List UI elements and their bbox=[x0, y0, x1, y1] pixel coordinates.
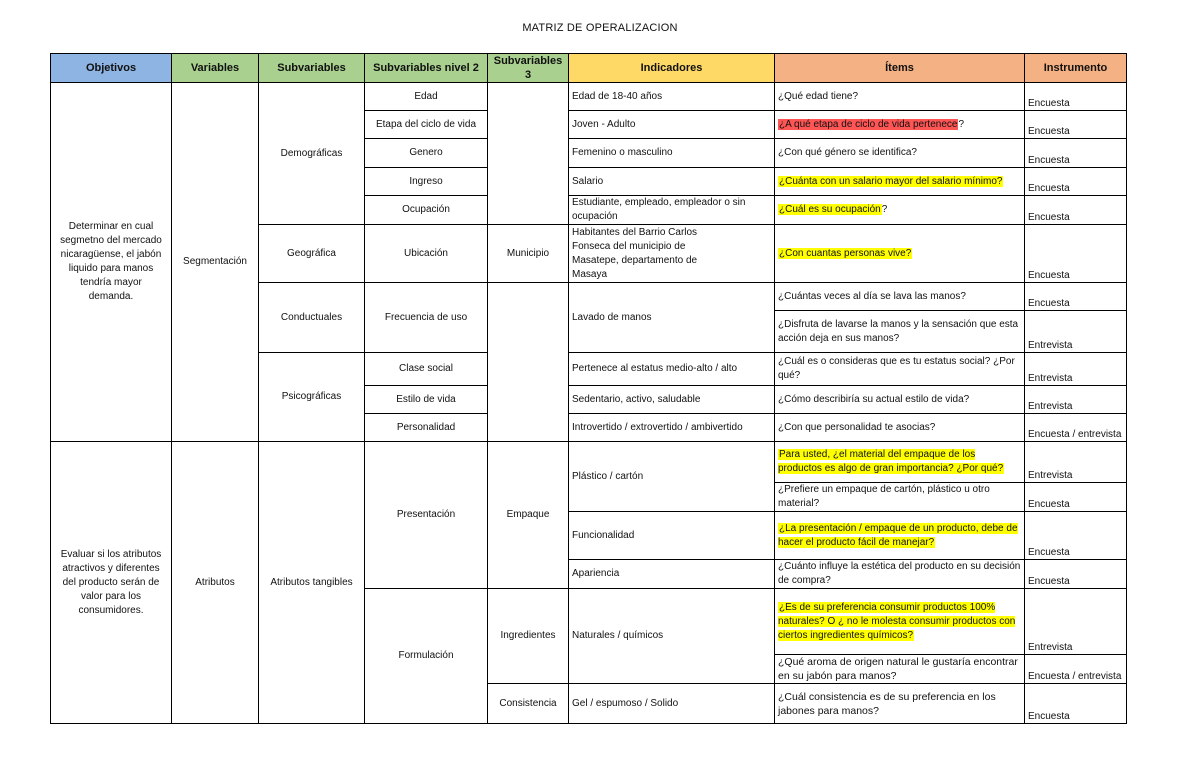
header-indicadores: Indicadores bbox=[569, 54, 775, 83]
item-text: ¿Prefiere un empaque de cartón, plástico u otro material? bbox=[778, 484, 990, 509]
item-text: ¿Qué aroma de origen natural le gustaría encontrar en su jabón para manos? bbox=[778, 656, 1018, 682]
instrumento-text: Encuesta bbox=[1028, 298, 1070, 309]
header-objetivos: Objetivos bbox=[51, 54, 172, 83]
indicador-cell: Funcionalidad bbox=[569, 512, 775, 560]
item-text-highlighted: ¿Con cuantas personas vive? bbox=[779, 247, 912, 259]
subvar2-cell: Frecuencia de uso bbox=[365, 283, 488, 353]
instrumento-text: Encuesta bbox=[1028, 183, 1070, 194]
instrumento-cell bbox=[1025, 111, 1127, 139]
indicador-cell: Habitantes del Barrio Carlos Fonseca del municipio de Masatepe, departamento de Masaya bbox=[569, 225, 775, 283]
item-cell bbox=[775, 560, 1025, 589]
item-text-suffix: ? bbox=[958, 118, 965, 130]
indicador-cell: Sedentario, activo, saludable bbox=[569, 386, 775, 414]
instrumento-cell bbox=[1025, 589, 1127, 655]
subvar2-cell: Genero bbox=[365, 139, 488, 168]
instrumento-cell bbox=[1025, 139, 1127, 168]
objetivo-cell: Evaluar si los atributos atractivos y diferentes del producto serán de valor para los consumidores. bbox=[51, 442, 172, 724]
instrumento-text: Encuesta / entrevista bbox=[1028, 671, 1122, 682]
instrumento-text: Encuesta bbox=[1028, 576, 1070, 587]
header-items: Ítems bbox=[775, 54, 1025, 83]
item-text: ¿Con que personalidad te asocias? bbox=[778, 421, 936, 433]
item-cell bbox=[775, 83, 1025, 111]
indicador-cell: Naturales / químicos bbox=[569, 589, 775, 684]
item-text: ¿Cómo describiría su actual estilo de vida? bbox=[778, 393, 970, 405]
indicador-cell: Edad de 18-40 años bbox=[569, 83, 775, 111]
subvar2-cell: Ingreso bbox=[365, 168, 488, 196]
item-text-highlighted: ¿Cuánta con un salario mayor del salario mínimo? bbox=[779, 175, 1003, 187]
item-text-highlighted: ¿Es de su preferencia consumir productos 100% naturales? O ¿ no le molesta consumir productos con ciertos ingredientes químicos? bbox=[778, 601, 1016, 641]
instrumento-text: Entrevista bbox=[1028, 373, 1073, 384]
item-text: ¿Con qué género se identifica? bbox=[778, 147, 917, 158]
item-cell bbox=[775, 442, 1025, 483]
item-cell bbox=[775, 311, 1025, 353]
instrumento-text: Encuesta bbox=[1028, 98, 1070, 109]
instrumento-cell bbox=[1025, 311, 1127, 353]
operationalization-matrix bbox=[50, 53, 1127, 724]
item-cell bbox=[775, 655, 1025, 684]
instrumento-cell bbox=[1025, 655, 1127, 684]
variable-cell: Segmentación bbox=[172, 83, 259, 442]
indicador-cell: Lavado de manos bbox=[569, 283, 775, 353]
variable-cell: Atributos bbox=[172, 442, 259, 724]
item-cell bbox=[775, 139, 1025, 168]
objetivo-cell: Determinar en cual segmetno del mercado nicaragüense, el jabón liquido para manos tendría mayor demanda. bbox=[51, 83, 172, 442]
subvar3-cell: Ingredientes bbox=[488, 589, 569, 684]
subvariable-cell: Atributos tangibles bbox=[259, 442, 365, 724]
item-cell bbox=[775, 225, 1025, 283]
table-row bbox=[51, 83, 1127, 111]
item-cell bbox=[775, 111, 1025, 139]
item-text-highlighted: ¿La presentación / empaque de un producto, debe de hacer el producto fácil de manejar? bbox=[778, 522, 1018, 548]
item-cell bbox=[775, 283, 1025, 311]
instrumento-text: Entrevista bbox=[1028, 340, 1073, 351]
item-text: ¿Qué edad tiene? bbox=[778, 90, 859, 102]
instrumento-cell bbox=[1025, 196, 1127, 225]
instrumento-text: Entrevista bbox=[1028, 642, 1073, 653]
instrumento-cell bbox=[1025, 168, 1127, 196]
instrumento-cell bbox=[1025, 442, 1127, 483]
subvar2-cell: Edad bbox=[365, 83, 488, 111]
header-instrumento: Instrumento bbox=[1025, 54, 1127, 83]
instrumento-text: Encuesta bbox=[1028, 711, 1070, 722]
indicador-cell: Gel / espumoso / Solido bbox=[569, 684, 775, 724]
subvariable-cell: Geográfica bbox=[259, 225, 365, 283]
item-text-suffix: ? bbox=[881, 204, 888, 215]
header-subvar2: Subvariables nivel 2 bbox=[365, 54, 488, 83]
indicador-cell: Joven - Adulto bbox=[569, 111, 775, 139]
indicador-cell: Femenino o masculino bbox=[569, 139, 775, 168]
instrumento-text: Encuesta bbox=[1028, 499, 1070, 510]
instrumento-cell bbox=[1025, 386, 1127, 414]
item-text-highlighted: Para usted, ¿el material del empaque de los productos es algo de gran importancia? ¿Por qué? bbox=[778, 449, 1004, 474]
subvar3-cell: Empaque bbox=[488, 442, 569, 589]
indicador-cell: Estudiante, empleado, empleador o sin ocupación bbox=[569, 196, 775, 225]
item-cell bbox=[775, 483, 1025, 512]
subvar3-cell bbox=[488, 83, 569, 225]
indicador-cell: Apariencia bbox=[569, 560, 775, 589]
header-row bbox=[51, 54, 1127, 83]
instrumento-cell bbox=[1025, 560, 1127, 589]
item-text-highlighted: ¿A qué etapa de ciclo de vida pertenece bbox=[779, 118, 958, 130]
header-variables: Variables bbox=[172, 54, 259, 83]
item-text-highlighted: ¿Cuál es su ocupación bbox=[779, 204, 881, 215]
subvar2-cell: Etapa del ciclo de vida bbox=[365, 111, 488, 139]
subvar2-cell: Estilo de vida bbox=[365, 386, 488, 414]
indicador-cell: Plástico / cartón bbox=[569, 442, 775, 512]
item-text: ¿Cuál consistencia es de su preferencia en los jabones para manos? bbox=[778, 690, 996, 717]
item-cell bbox=[775, 196, 1025, 225]
instrumento-cell bbox=[1025, 684, 1127, 724]
subvariable-cell: Demográficas bbox=[259, 83, 365, 225]
header-subvariables: Subvariables bbox=[259, 54, 365, 83]
instrumento-text: Encuesta / entrevista bbox=[1028, 429, 1122, 440]
instrumento-text: Encuesta bbox=[1028, 126, 1070, 137]
instrumento-cell bbox=[1025, 83, 1127, 111]
instrumento-cell bbox=[1025, 283, 1127, 311]
instrumento-text: Entrevista bbox=[1028, 470, 1073, 481]
instrumento-cell bbox=[1025, 225, 1127, 283]
indicador-cell: Pertenece al estatus medio-alto / alto bbox=[569, 353, 775, 386]
instrumento-text: Encuesta bbox=[1028, 270, 1070, 281]
instrumento-cell bbox=[1025, 512, 1127, 560]
subvar2-cell: Formulación bbox=[365, 589, 488, 724]
instrumento-text: Encuesta bbox=[1028, 212, 1070, 223]
item-text: ¿Disfruta de lavarse la manos y la sensación que esta acción deja en sus manos? bbox=[778, 318, 1019, 344]
item-cell bbox=[775, 168, 1025, 196]
subvar2-cell: Ubicación bbox=[365, 225, 488, 283]
subvar3-cell bbox=[488, 283, 569, 442]
instrumento-text: Encuesta bbox=[1028, 547, 1070, 558]
item-text: ¿Cuál es o consideras que es tu estatus social? ¿Por qué? bbox=[778, 356, 1015, 381]
item-cell bbox=[775, 512, 1025, 560]
instrumento-cell bbox=[1025, 353, 1127, 386]
instrumento-cell bbox=[1025, 414, 1127, 442]
item-cell bbox=[775, 414, 1025, 442]
instrumento-text: Encuesta bbox=[1028, 155, 1070, 166]
indicador-cell: Introvertido / extrovertido / ambivertido bbox=[569, 414, 775, 442]
item-cell bbox=[775, 684, 1025, 724]
instrumento-cell bbox=[1025, 483, 1127, 512]
item-cell bbox=[775, 589, 1025, 655]
item-text: ¿Cuánto influye la estética del producto en su decisión de compra? bbox=[778, 561, 1021, 586]
subvariable-cell: Conductuales bbox=[259, 283, 365, 353]
table-row bbox=[51, 442, 1127, 483]
subvar3-cell: Consistencia bbox=[488, 684, 569, 724]
instrumento-text: Entrevista bbox=[1028, 401, 1073, 412]
subvar2-cell: Clase social bbox=[365, 353, 488, 386]
page-title: MATRIZ DE OPERALIZACION bbox=[522, 22, 678, 34]
indicador-cell: Salario bbox=[569, 168, 775, 196]
subvar2-cell: Personalidad bbox=[365, 414, 488, 442]
subvar2-cell: Ocupación bbox=[365, 196, 488, 225]
item-cell bbox=[775, 386, 1025, 414]
item-cell bbox=[775, 353, 1025, 386]
subvariable-cell: Psicográficas bbox=[259, 353, 365, 442]
item-text: ¿Cuántas veces al día se lava las manos? bbox=[778, 290, 966, 302]
header-subvar3: Subvariables 3 bbox=[488, 54, 569, 83]
subvar3-cell: Municipio bbox=[488, 225, 569, 283]
subvar2-cell: Presentación bbox=[365, 442, 488, 589]
